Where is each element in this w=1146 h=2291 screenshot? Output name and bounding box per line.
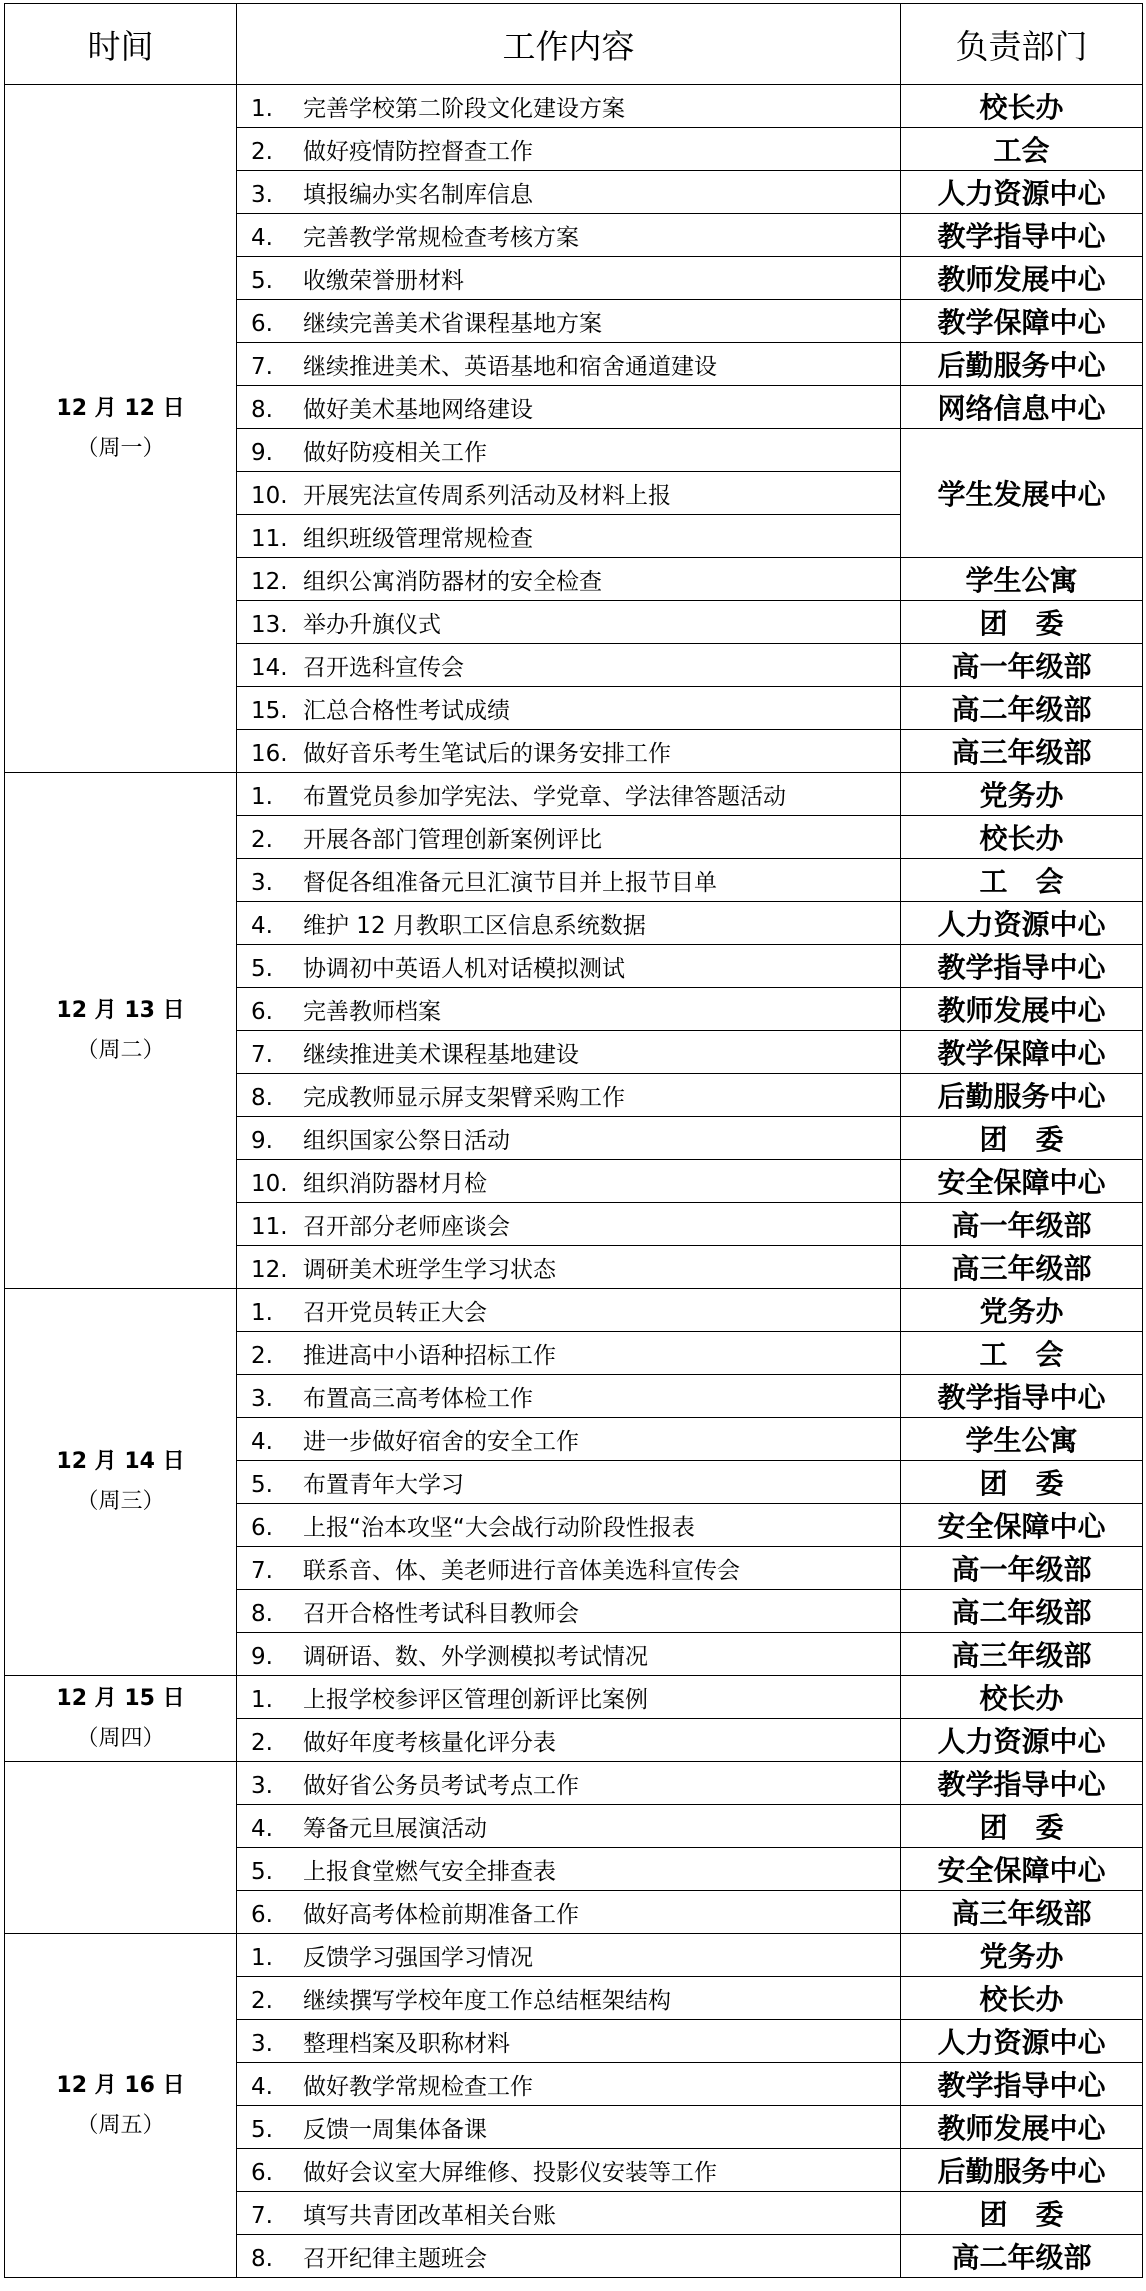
table-row [5, 1676, 1143, 1719]
dept-cell: 人力资源中心 [901, 902, 1143, 945]
task-text: 做好防疫相关工作 [303, 439, 487, 466]
dept-cell: 校长办 [901, 816, 1143, 859]
task-number: 8. [251, 396, 273, 423]
task-text: 督促各组准备元旦汇演节目并上报节目单 [303, 869, 717, 896]
dept-cell: 校长办 [901, 1676, 1143, 1719]
header-dept: 负责部门 [901, 4, 1143, 85]
day-cell [5, 773, 237, 1289]
task-text: 筹备元旦展演活动 [303, 1815, 487, 1842]
dept-cell: 团 委 [901, 601, 1143, 644]
task-text: 布置党员参加学宪法、学党章、学法律答题活动 [303, 783, 786, 810]
dept-cell: 教师发展中心 [901, 988, 1143, 1031]
task-number: 2. [251, 826, 273, 853]
task-number: 6. [251, 2159, 273, 2186]
task-cell [237, 1074, 901, 1117]
task-number: 7. [251, 1041, 273, 1068]
task-text: 召开部分老师座谈会 [303, 1213, 510, 1240]
dept-cell: 党务办 [901, 1934, 1143, 1977]
task-cell [237, 558, 901, 601]
task-number: 2. [251, 1729, 273, 1756]
task-cell [237, 85, 901, 128]
task-text: 上报学校参评区管理创新评比案例 [303, 1686, 648, 1713]
task-text: 召开党员转正大会 [303, 1299, 487, 1326]
task-text: 开展各部门管理创新案例评比 [303, 826, 602, 853]
task-text: 召开合格性考试科目教师会 [303, 1600, 579, 1627]
task-cell [237, 859, 901, 902]
task-text: 做好音乐考生笔试后的课务安排工作 [303, 740, 671, 767]
task-text: 组织国家公祭日活动 [303, 1127, 510, 1154]
dept-cell: 教师发展中心 [901, 2106, 1143, 2149]
task-cell [237, 1719, 901, 1762]
task-number: 1. [251, 1944, 273, 1971]
task-number: 3. [251, 1385, 273, 1412]
task-number: 9. [251, 1643, 273, 1670]
header-content: 工作内容 [237, 4, 901, 85]
task-number: 10. [251, 482, 288, 509]
task-text: 继续推进美术课程基地建设 [303, 1041, 579, 1068]
day-weekday: （周一） [76, 435, 165, 461]
dept-cell: 高一年级部 [901, 1547, 1143, 1590]
task-cell [237, 1590, 901, 1633]
task-cell [237, 1762, 901, 1805]
task-text: 调研美术班学生学习状态 [303, 1256, 556, 1283]
task-cell [237, 1676, 901, 1719]
task-cell [237, 472, 901, 515]
task-text: 组织公寓消防器材的安全检查 [303, 568, 602, 595]
task-number: 1. [251, 1686, 273, 1713]
task-text: 组织班级管理常规检查 [303, 525, 533, 552]
task-number: 8. [251, 1084, 273, 1111]
task-cell [237, 1504, 901, 1547]
task-text: 做好会议室大屏维修、投影仪安装等工作 [303, 2159, 717, 2186]
task-cell [237, 343, 901, 386]
task-cell [237, 300, 901, 343]
task-number: 10. [251, 1170, 288, 1197]
task-cell [237, 988, 901, 1031]
task-number: 3. [251, 2030, 273, 2057]
task-text: 开展宪法宣传周系列活动及材料上报 [303, 482, 671, 509]
task-number: 15. [251, 697, 288, 724]
task-text: 整理档案及职称材料 [303, 2030, 510, 2057]
task-cell [237, 515, 901, 558]
dept-cell: 高二年级部 [901, 1590, 1143, 1633]
task-cell [237, 902, 901, 945]
task-cell [237, 1977, 901, 2020]
task-number: 14. [251, 654, 288, 681]
task-text: 协调初中英语人机对话模拟测试 [303, 955, 625, 982]
task-cell [237, 1805, 901, 1848]
dept-cell: 安全保障中心 [901, 1848, 1143, 1891]
task-number: 6. [251, 998, 273, 1025]
dept-cell: 安全保障中心 [901, 1160, 1143, 1203]
task-cell [237, 1375, 901, 1418]
dept-cell: 教学指导中心 [901, 214, 1143, 257]
task-number: 5. [251, 955, 273, 982]
dept-cell: 高三年级部 [901, 730, 1143, 773]
task-text: 做好疫情防控督查工作 [303, 138, 533, 165]
dept-cell: 党务办 [901, 773, 1143, 816]
day-weekday: （周五） [76, 2112, 165, 2138]
dept-cell: 高三年级部 [901, 1633, 1143, 1676]
task-number: 5. [251, 2116, 273, 2143]
task-text: 布置青年大学习 [303, 1471, 464, 1498]
task-cell [237, 1160, 901, 1203]
task-cell [237, 2106, 901, 2149]
task-text: 填报编办实名制库信息 [303, 181, 533, 208]
task-text: 推进高中小语种招标工作 [303, 1342, 556, 1369]
day-cell [5, 1934, 237, 2278]
task-number: 3. [251, 1772, 273, 1799]
task-cell [237, 730, 901, 773]
dept-cell: 教师发展中心 [901, 257, 1143, 300]
task-text: 汇总合格性考试成绩 [303, 697, 510, 724]
task-cell [237, 429, 901, 472]
dept-cell: 工 会 [901, 1332, 1143, 1375]
dept-cell: 学生发展中心 [901, 429, 1143, 558]
task-cell [237, 773, 901, 816]
task-number: 1. [251, 783, 273, 810]
task-text: 上报食堂燃气安全排查表 [303, 1858, 556, 1885]
dept-cell: 高三年级部 [901, 1891, 1143, 1934]
task-cell [237, 1934, 901, 1977]
task-text: 组织消防器材月检 [303, 1170, 487, 1197]
dept-cell: 教学指导中心 [901, 945, 1143, 988]
day-weekday: （周三） [76, 1489, 165, 1514]
task-cell [237, 386, 901, 429]
task-cell [237, 816, 901, 859]
task-number: 1. [251, 95, 273, 122]
dept-cell: 团 委 [901, 1117, 1143, 1160]
dept-cell: 高二年级部 [901, 2235, 1143, 2278]
task-number: 4. [251, 1428, 273, 1455]
dept-cell: 高三年级部 [901, 1246, 1143, 1289]
task-number: 7. [251, 353, 273, 380]
header-row [5, 4, 1143, 85]
task-text: 继续推进美术、英语基地和宿舍通道建设 [303, 353, 717, 380]
day-date: 12 月 15 日 [56, 1685, 185, 1711]
task-text: 进一步做好宿舍的安全工作 [303, 1428, 579, 1455]
dept-cell: 人力资源中心 [901, 171, 1143, 214]
task-text: 完成教师显示屏支架臂采购工作 [303, 1084, 625, 1111]
dept-cell: 网络信息中心 [901, 386, 1143, 429]
dept-cell: 校长办 [901, 1977, 1143, 2020]
task-cell [237, 1289, 901, 1332]
day-weekday: （周四） [76, 1725, 165, 1751]
task-text: 召开纪律主题班会 [303, 2245, 487, 2272]
dept-cell: 安全保障中心 [901, 1504, 1143, 1547]
task-cell [237, 2192, 901, 2235]
task-number: 3. [251, 181, 273, 208]
task-number: 16. [251, 740, 288, 767]
dept-cell: 高二年级部 [901, 687, 1143, 730]
task-cell [237, 601, 901, 644]
dept-cell: 教学保障中心 [901, 1031, 1143, 1074]
day-date: 12 月 16 日 [56, 2072, 185, 2098]
task-text: 做好省公务员考试考点工作 [303, 1772, 579, 1799]
task-number: 6. [251, 1901, 273, 1928]
task-cell [237, 1031, 901, 1074]
task-text: 维护 12 月教职工区信息系统数据 [303, 912, 646, 939]
task-text: 调研语、数、外学测模拟考试情况 [303, 1643, 648, 1670]
task-cell [237, 687, 901, 730]
task-number: 4. [251, 2073, 273, 2100]
task-text: 做好高考体检前期准备工作 [303, 1901, 579, 1928]
task-cell [237, 1547, 901, 1590]
task-cell [237, 2235, 901, 2278]
task-cell [237, 1633, 901, 1676]
task-text: 完善教学常规检查考核方案 [303, 224, 579, 251]
day-cell [5, 1762, 237, 1934]
task-text: 召开选科宣传会 [303, 654, 464, 681]
dept-cell: 教学保障中心 [901, 300, 1143, 343]
task-number: 5. [251, 1471, 273, 1498]
dept-cell: 团 委 [901, 1461, 1143, 1504]
task-cell [237, 1891, 901, 1934]
task-text: 联系音、体、美老师进行音体美选科宣传会 [303, 1557, 740, 1584]
task-number: 9. [251, 439, 273, 466]
task-number: 12. [251, 568, 288, 595]
dept-cell: 高一年级部 [901, 644, 1143, 687]
task-number: 5. [251, 1858, 273, 1885]
day-date: 12 月 12 日 [56, 395, 185, 421]
task-number: 5. [251, 267, 273, 294]
day-cell [5, 1676, 237, 1762]
dept-cell: 人力资源中心 [901, 2020, 1143, 2063]
day-cell [5, 85, 237, 773]
task-text: 做好年度考核量化评分表 [303, 1729, 556, 1756]
dept-cell: 工 会 [901, 859, 1143, 902]
task-text: 继续撰写学校年度工作总结框架结构 [303, 1987, 671, 2014]
task-text: 填写共青团改革相关台账 [303, 2202, 556, 2229]
header-time: 时间 [5, 4, 237, 85]
task-number: 11. [251, 1213, 288, 1240]
task-number: 6. [251, 310, 273, 337]
dept-cell: 团 委 [901, 2192, 1143, 2235]
task-number: 12. [251, 1256, 288, 1283]
task-text: 反馈一周集体备课 [303, 2116, 487, 2143]
table-row [5, 85, 1143, 128]
schedule-table [4, 3, 1143, 2278]
task-number: 6. [251, 1514, 273, 1541]
task-cell [237, 1418, 901, 1461]
task-cell [237, 214, 901, 257]
task-cell [237, 644, 901, 687]
dept-cell: 后勤服务中心 [901, 343, 1143, 386]
task-number: 8. [251, 2245, 273, 2272]
dept-cell: 工会 [901, 128, 1143, 171]
task-cell [237, 2063, 901, 2106]
task-number: 2. [251, 1987, 273, 2014]
task-cell [237, 1246, 901, 1289]
task-cell [237, 1461, 901, 1504]
task-cell [237, 128, 901, 171]
dept-cell: 教学指导中心 [901, 1762, 1143, 1805]
task-text: 收缴荣誉册材料 [303, 267, 464, 294]
dept-cell: 学生公寓 [901, 1418, 1143, 1461]
task-cell [237, 2020, 901, 2063]
task-number: 1. [251, 1299, 273, 1326]
task-text: 做好美术基地网络建设 [303, 396, 533, 423]
dept-cell: 人力资源中心 [901, 1719, 1143, 1762]
task-text: 上报“治本攻坚“大会战行动阶段性报表 [303, 1514, 695, 1541]
task-text: 完善学校第二阶段文化建设方案 [303, 95, 625, 122]
dept-cell: 高一年级部 [901, 1203, 1143, 1246]
day-date: 12 月 13 日 [56, 997, 185, 1023]
task-cell [237, 1848, 901, 1891]
task-number: 2. [251, 138, 273, 165]
table-row [5, 1762, 1143, 1805]
dept-cell: 团 委 [901, 1805, 1143, 1848]
task-number: 4. [251, 224, 273, 251]
task-text: 做好教学常规检查工作 [303, 2073, 533, 2100]
task-number: 8. [251, 1600, 273, 1627]
task-number: 2. [251, 1342, 273, 1369]
task-cell [237, 1332, 901, 1375]
task-number: 13. [251, 611, 288, 638]
task-cell [237, 2149, 901, 2192]
task-number: 3. [251, 869, 273, 896]
table-row [5, 773, 1143, 816]
task-cell [237, 945, 901, 988]
task-number: 7. [251, 2202, 273, 2229]
task-text: 举办升旗仪式 [303, 611, 441, 638]
task-number: 4. [251, 1815, 273, 1842]
task-text: 完善教师档案 [303, 998, 441, 1025]
task-number: 11. [251, 525, 288, 552]
task-number: 9. [251, 1127, 273, 1154]
task-number: 7. [251, 1557, 273, 1584]
task-text: 反馈学习强国学习情况 [303, 1944, 533, 1971]
task-cell [237, 257, 901, 300]
table-row [5, 1934, 1143, 1977]
task-number: 4. [251, 912, 273, 939]
dept-cell: 学生公寓 [901, 558, 1143, 601]
dept-cell: 后勤服务中心 [901, 1074, 1143, 1117]
dept-cell: 党务办 [901, 1289, 1143, 1332]
table-row [5, 1289, 1143, 1332]
day-date: 12 月 14 日 [56, 1449, 185, 1474]
dept-cell: 教学指导中心 [901, 1375, 1143, 1418]
task-cell [237, 1117, 901, 1160]
dept-cell: 教学指导中心 [901, 2063, 1143, 2106]
day-weekday: （周二） [76, 1037, 165, 1063]
task-text: 继续完善美术省课程基地方案 [303, 310, 602, 337]
task-cell [237, 171, 901, 214]
task-cell [237, 1203, 901, 1246]
dept-cell: 后勤服务中心 [901, 2149, 1143, 2192]
dept-cell: 校长办 [901, 85, 1143, 128]
day-cell [5, 1289, 237, 1676]
task-text: 布置高三高考体检工作 [303, 1385, 533, 1412]
